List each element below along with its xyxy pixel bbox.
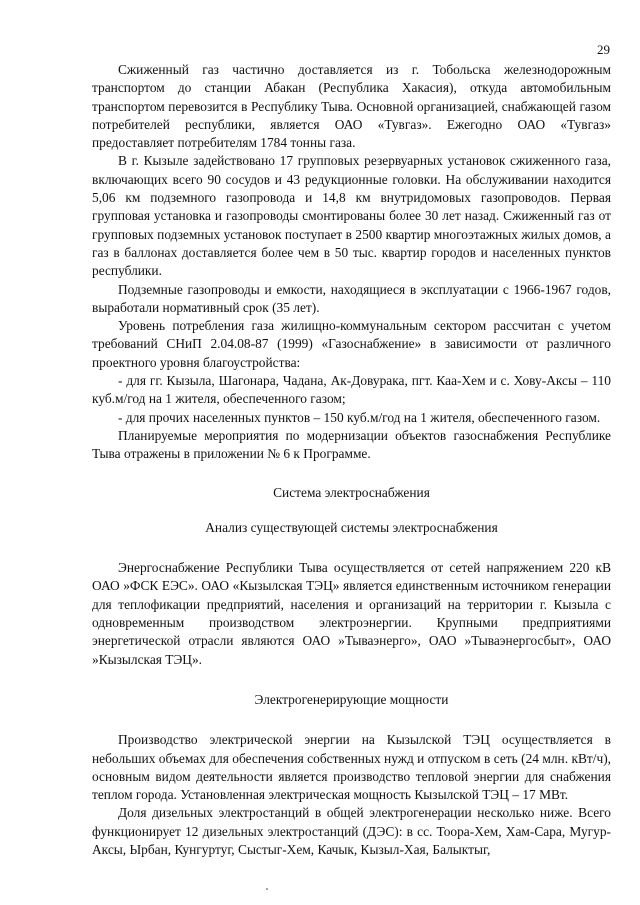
paragraph-diesel-stations: Доля дизельных электростанций в общей электрогенерации несколько ниже. Всего функционирует 12 дизельных электростанций (ДЭС): в сс. Тоора-Хем, Хам-Сара, Мугур-Аксы, Ырбан, Кунгуртуг, Сыстыг-Хем, Качык, Кызыл-Хая, Балыктыг, [92, 805, 611, 857]
section-heading-generating-capacity: Электрогенерирующие мощности [254, 691, 449, 707]
scan-speck [266, 888, 268, 890]
section-subheading-power-analysis: Анализ существующей системы электроснабжения [205, 519, 498, 535]
paragraph-liquefied-gas-delivery: Сжиженный газ частично доставляется из г. Тобольска железнодорожным транспортом до станции Абакан (Республика Хакасия), откуда автомобильным транспортом перевозится в Республику Тыва. Основной организацией, снабжающей газом потребителей республики, является ОАО «Тувгаз». Ежегодно ОАО «Тувгаз» предоставляет потребителям 1784 тонны газа. [92, 62, 611, 151]
list-item-cities-consumption: - для гг. Кызыла, Шагонара, Чадана, Ак-Довурака, пгт. Каа-Хем и с. Хову-Аксы – 110 куб.м/год на 1 жителя, обеспеченного газом; [92, 373, 611, 407]
section-heading-power-supply: Система электроснабжения [273, 484, 430, 500]
paragraph-consumption-level: Уровень потребления газа жилищно-коммунальным сектором рассчитан с учетом требований СНиП 2.04.08-87 (1999) «Газоснабжение» в зависимости от различного проектного уровня благоустройства: [92, 318, 611, 370]
paragraph-kyzyl-chp-production: Производство электрической энергии на Кызылской ТЭЦ осуществляется в небольших объемах для обеспечения собственных нужд и отпуском в сеть (24 млн. кВт/ч), основным видом деятельности является производство тепловой энергии для снабжения теплом города. Установленная электрическая мощность Кызылской ТЭЦ – 17 МВт. [92, 732, 611, 803]
paragraph-underground-pipelines: Подземные газопроводы и емкости, находящиеся в эксплуатации с 1966-1967 годов, выработали нормативный срок (35 лет). [92, 281, 611, 315]
document-body [92, 61, 611, 859]
list-item-other-settlements-consumption: - для прочих населенных пунктов – 150 куб.м/год на 1 жителя, обеспеченного газом. [118, 409, 601, 425]
paragraph-kyzyl-gas-installations: В г. Кызыле задействовано 17 групповых резервуарных установок сжиженного газа, включающих всего 90 сосудов и 43 редукционные головки. На обслуживании находится 5,06 км подземного газопровода и 14,8 км внутридомовых газопроводов. Первая групповая установка и газопроводы смонтированы более 30 лет назад. Сжиженный газ от групповых подземных установок поступает в 2500 квартир многоэтажных жилых домов, а газ в баллонах доставляется более чем в 50 тыс. квартир городов и населенных пунктов республики. [92, 153, 611, 279]
paragraph-modernization-plans: Планируемые мероприятия по модернизации объектов газоснабжения Республике Тыва отражены в приложении № 6 к Программе. [92, 427, 611, 462]
page-number: 29 [597, 42, 610, 57]
paragraph-energy-supply: Энергоснабжение Республики Тыва осуществляется от сетей напряжением 220 кВ ОАО »ФСК ЕЭС». ОАО «Кызылская ТЭЦ» является единственным источником генерации для теплофикации предприятий, населения и организаций на территории г. Кызыла с одновременным производством электроэнергии. Крупными предприятиями энергетической отрасли являются ОАО »Тываэнерго», ОАО »Тываэнергосбыт», ОАО »Кызылская ТЭЦ». [92, 560, 611, 667]
